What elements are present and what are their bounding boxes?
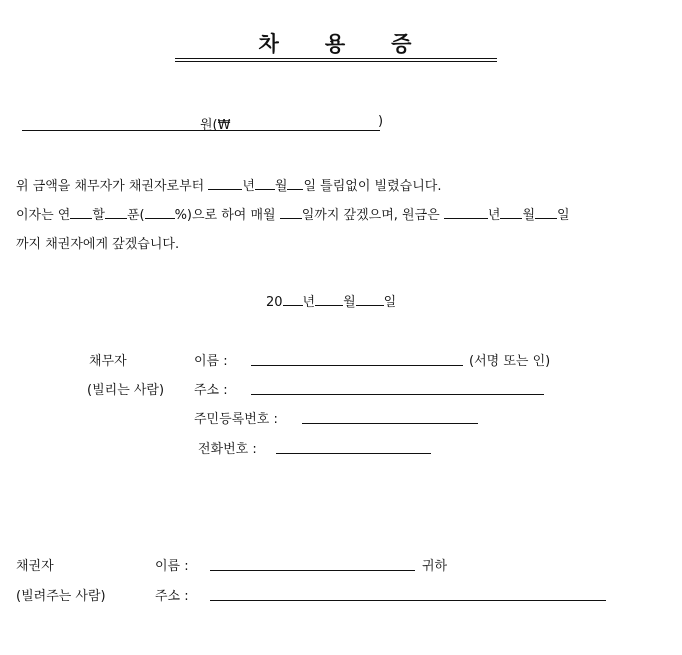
title-char-1: 차 bbox=[258, 32, 281, 56]
principal-year-blank bbox=[444, 206, 488, 219]
date-year-label: 년 bbox=[302, 295, 316, 310]
debtor-name-label: 이름 : bbox=[194, 354, 228, 369]
debtor-name-line bbox=[251, 365, 463, 366]
date-line bbox=[266, 291, 396, 310]
principal-day-blank bbox=[535, 206, 557, 219]
debtor-id-line bbox=[302, 423, 478, 424]
debtor-phone-label: 전화번호 : bbox=[198, 442, 257, 457]
title-char-3: 증 bbox=[391, 32, 414, 56]
body-line-1 bbox=[16, 175, 441, 194]
date-month-blank bbox=[315, 293, 343, 306]
creditor-address-label: 주소 : bbox=[155, 589, 189, 604]
body-line-1-text-d: 일 틀림없이 빌렸습니다. bbox=[303, 179, 442, 194]
principal-month-blank bbox=[500, 206, 522, 219]
debtor-label: 채무자 bbox=[89, 354, 127, 369]
debtor-id-label: 주민등록번호 : bbox=[194, 412, 278, 427]
debtor-address-label: 주소 : bbox=[194, 383, 228, 398]
body-line-2-text-a: 이자는 연 bbox=[16, 208, 71, 223]
day-blank bbox=[287, 177, 303, 190]
body-line-1-text-b: 년 bbox=[242, 179, 255, 194]
creditor-name-suffix: 귀하 bbox=[422, 559, 448, 574]
debtor-sublabel: (빌리는 사람) bbox=[87, 383, 165, 398]
creditor-label: 채권자 bbox=[16, 559, 54, 574]
creditor-address-line bbox=[210, 600, 606, 601]
date-month-label: 월 bbox=[343, 295, 356, 310]
title-char-2: 용 bbox=[324, 32, 348, 56]
body-line-2 bbox=[16, 204, 570, 223]
body-line-2-text-e: 일까지 갚겠으며, 원금은 bbox=[301, 208, 444, 223]
date-day-label: 일 bbox=[383, 295, 397, 310]
body-line-1-text-c: 월 bbox=[274, 179, 288, 194]
body-line-2-text-d: %)으로 하여 매월 bbox=[174, 208, 280, 223]
body-line-1-text-a: 위 금액을 채무자가 채권자로부터 bbox=[16, 179, 209, 194]
amount-close: ) bbox=[378, 114, 384, 129]
debtor-name-suffix: (서명 또는 인) bbox=[469, 354, 551, 369]
month-blank bbox=[255, 177, 275, 190]
interest-frac-blank bbox=[105, 206, 127, 219]
body-line-2-text-b: 할 bbox=[92, 208, 105, 223]
body-line-3: 까지 채권자에게 갚겠습니다. bbox=[16, 237, 180, 252]
date-day-blank bbox=[356, 293, 384, 306]
body-line-2-text-c: 푼( bbox=[126, 208, 145, 223]
amount-label: 원(₩ bbox=[200, 118, 231, 133]
creditor-name-line bbox=[210, 570, 415, 571]
year-blank bbox=[208, 177, 242, 190]
creditor-sublabel: (빌려주는 사람) bbox=[16, 589, 106, 604]
debtor-address-line bbox=[251, 394, 544, 395]
document-title bbox=[175, 28, 497, 58]
body-line-2-text-g: 월 bbox=[522, 208, 535, 223]
interest-int-blank bbox=[70, 206, 92, 219]
body-line-2-text-f: 년 bbox=[487, 208, 501, 223]
title-underline-top bbox=[175, 58, 497, 59]
date-prefix: 20 bbox=[266, 295, 283, 310]
monthly-day-blank bbox=[280, 206, 302, 219]
body-line-2-text-h: 일 bbox=[557, 208, 570, 223]
debtor-phone-line bbox=[276, 453, 431, 454]
percent-blank bbox=[145, 206, 175, 219]
date-year-blank bbox=[283, 293, 303, 306]
creditor-name-label: 이름 : bbox=[155, 559, 189, 574]
title-underline-bottom bbox=[175, 61, 497, 62]
